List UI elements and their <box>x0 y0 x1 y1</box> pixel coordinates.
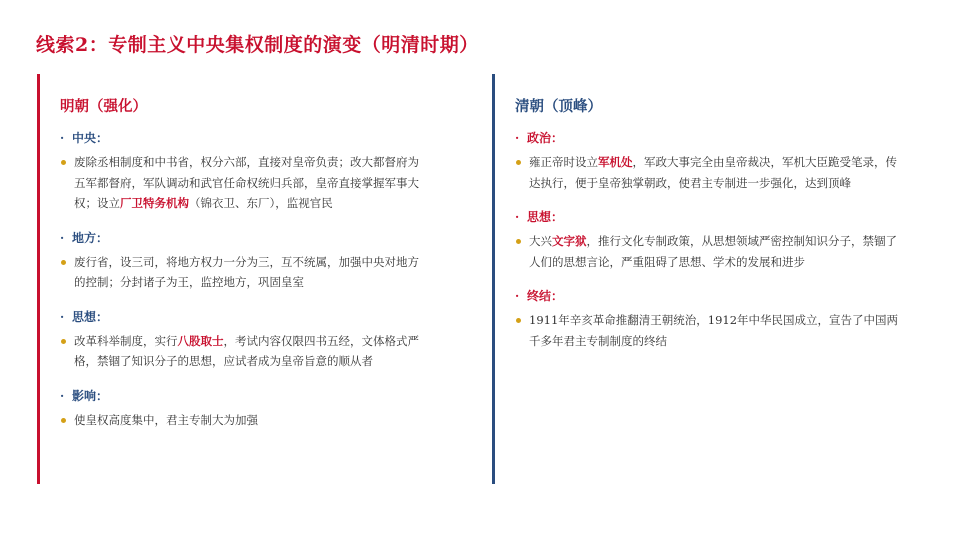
heading-bullet-icon: · <box>60 388 65 403</box>
bullet-dot-icon <box>61 260 66 265</box>
ming-panel-title: 明朝（强化） <box>60 98 147 115</box>
qing-politics-highlight: 军机处 <box>598 155 633 169</box>
ming-central-text-post: （锦衣卫、东厂），监视官民 <box>189 196 333 210</box>
qing-politics-section <box>515 129 905 193</box>
heading-bullet-icon: · <box>515 289 520 303</box>
ming-thought-section <box>60 308 420 372</box>
ming-thought-heading <box>60 308 420 326</box>
ming-thought-heading-label: 思想： <box>72 309 109 324</box>
qing-thought-text-pre: 大兴 <box>529 234 552 248</box>
ming-central-section <box>60 129 420 214</box>
page-title: 线索2：专制主义中央集权制度的演变（明清时期） <box>36 34 479 56</box>
ming-impact-section <box>60 387 420 431</box>
ming-thought-text-pre: 改革科举制度，实行 <box>74 333 178 348</box>
ming-local-text-body: 废行省，设三司，将地方权力一分为三，互不统属，加强中央对地方的控制；分封诸子为王，监控地方，巩固皇室 <box>74 254 419 289</box>
ming-local-section <box>60 229 420 293</box>
bullet-dot-icon <box>61 160 66 165</box>
qing-politics-text-post: ，军政大事完全由皇帝裁决，军机大臣跪受笔录，传达执行，便于皇帝独掌朝政，使君主专制进一步强化，达到顶峰 <box>529 155 897 190</box>
qing-sections <box>515 129 905 366</box>
ming-local-text <box>60 252 420 293</box>
ming-central-text-pre: 废除丞相制度和中书省，权分六部，直接对皇帝负责；改大都督府为五军都督府，军队调动和武官任命权统归兵部，皇帝直接掌握军事大权；设立 <box>74 155 419 210</box>
ming-impact-text <box>60 410 420 431</box>
qing-politics-text <box>515 152 905 193</box>
ming-central-heading <box>60 129 420 147</box>
qing-end-heading-label: 终结： <box>527 289 564 303</box>
ming-thought-highlight: 八股取士 <box>177 333 224 348</box>
qing-politics-heading <box>515 129 905 147</box>
heading-bullet-icon: · <box>515 131 520 145</box>
heading-bullet-icon: · <box>60 131 65 145</box>
ming-central-highlight: 厂卫特务机构 <box>120 196 189 210</box>
ming-central-text <box>60 152 420 214</box>
qing-thought-heading-label: 思想： <box>527 210 564 224</box>
qing-end-text <box>515 310 905 351</box>
qing-politics-heading-label: 政治： <box>527 131 564 145</box>
qing-end-heading <box>515 287 905 305</box>
qing-politics-text-pre: 雍正帝时设立 <box>529 155 598 169</box>
qing-thought-text <box>515 231 905 272</box>
ming-local-heading-label: 地方： <box>72 230 109 245</box>
bullet-dot-icon <box>516 239 521 244</box>
ming-impact-heading-label: 影响： <box>72 388 109 403</box>
bullet-dot-icon <box>516 318 521 323</box>
ming-impact-text-body: 使皇权高度集中，君主专制大为加强 <box>74 412 258 427</box>
ming-thought-text-post: ，考试内容仅限四书五经，文体格式严格，禁锢了知识分子的思想，应试者成为皇帝旨意的顺从者 <box>74 333 419 368</box>
qing-thought-text-post: ，推行文化专制政策，从思想领域严密控制知识分子，禁锢了人们的思想言论，严重阻碍了思想、学术的发展和进步 <box>529 234 897 269</box>
qing-thought-section <box>515 208 905 272</box>
heading-bullet-icon: · <box>515 210 520 224</box>
ming-local-heading <box>60 229 420 247</box>
ming-sections <box>60 129 420 445</box>
bullet-dot-icon <box>61 339 66 344</box>
heading-bullet-icon: · <box>60 230 65 245</box>
bullet-dot-icon <box>61 418 66 423</box>
qing-thought-heading <box>515 208 905 226</box>
ming-panel <box>37 74 420 484</box>
qing-thought-highlight: 文字狱 <box>552 234 587 248</box>
ming-impact-heading <box>60 387 420 405</box>
ming-central-heading-label: 中央： <box>72 131 109 145</box>
qing-end-text-body: 1911年辛亥革命推翻清王朝统治，1912年中华民国成立，宣告了中国两千多年君主专制制度的终结 <box>529 313 899 348</box>
bullet-dot-icon <box>516 160 521 165</box>
qing-end-section <box>515 287 905 351</box>
ming-thought-text <box>60 331 420 372</box>
heading-bullet-icon: · <box>60 309 65 324</box>
qing-panel-title: 清朝（顶峰） <box>515 98 602 115</box>
qing-panel <box>492 74 905 484</box>
